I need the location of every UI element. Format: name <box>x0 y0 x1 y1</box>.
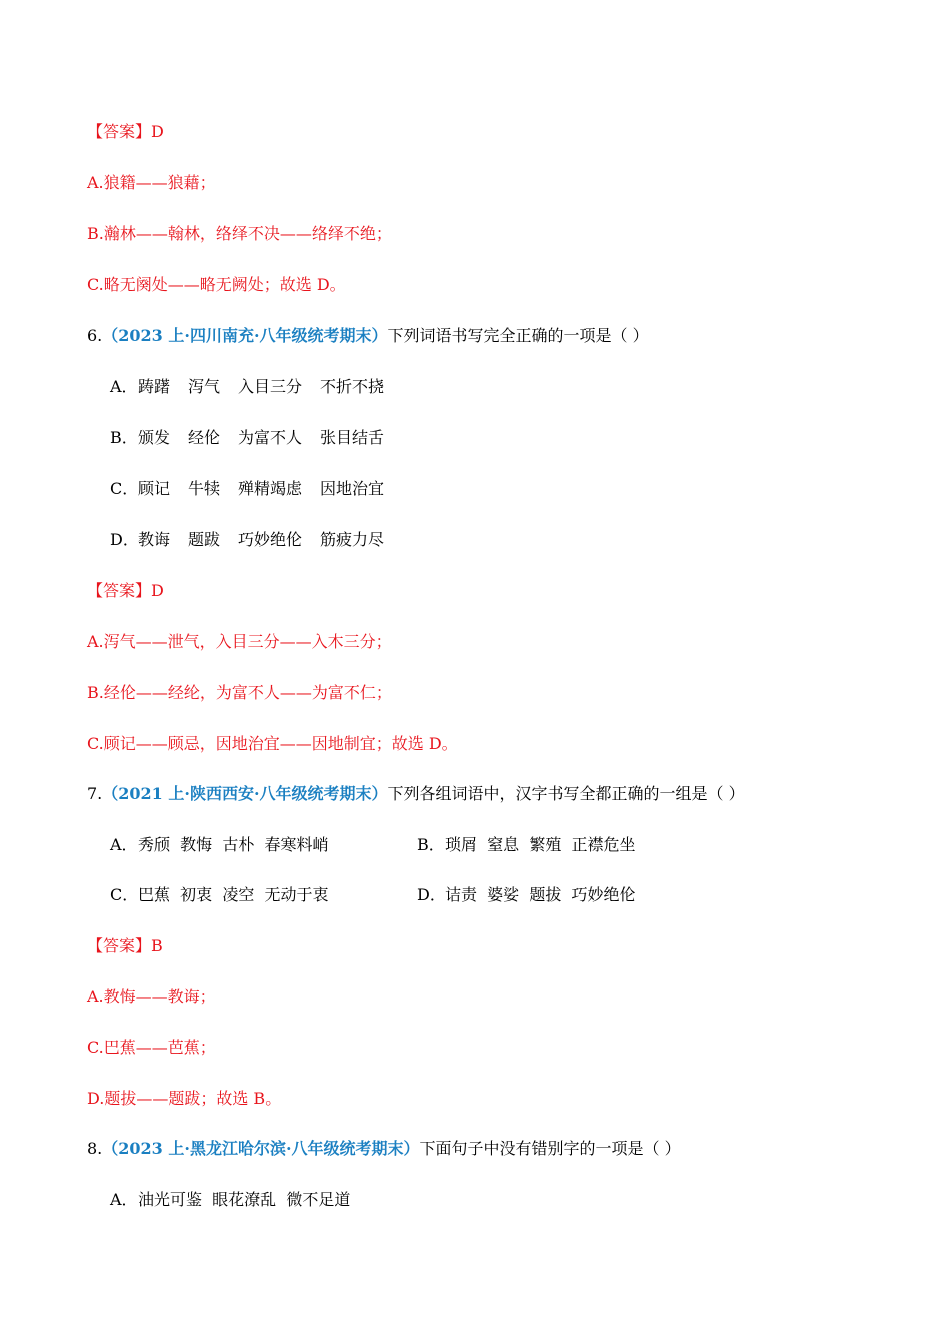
question-number: 8. <box>87 1139 103 1158</box>
answer-tag: 【答案】B <box>87 936 163 955</box>
option-a <box>110 834 329 856</box>
option-word: 筋疲力尽 <box>320 530 385 549</box>
answer-explanation: A.教悔——教诲； <box>87 987 216 1006</box>
option-word: 巧妙绝伦 <box>238 530 303 549</box>
question-source: （2023 上·黑龙江哈尔滨·八年级统考期末） <box>102 1139 420 1158</box>
option-word: 牛犊 <box>188 479 221 498</box>
answer-explanation: B.经伦——经纶，为富不人——为富不仁； <box>87 683 392 702</box>
option-text: 秀颀 教悔 古朴 春寒料峭 <box>138 835 329 854</box>
option-text: 诘责 婆娑 题拔 巧妙绝伦 <box>445 885 636 904</box>
option-word: 因地治宜 <box>320 479 385 498</box>
option-label: C． <box>110 885 139 904</box>
answer-explanation: C.巴蕉——芭蕉； <box>87 1038 216 1057</box>
option-word: 入目三分 <box>238 377 303 396</box>
option-word: 颁发 <box>138 428 171 447</box>
answer-explanation: D.题拔——题跋；故选 B。 <box>87 1089 282 1108</box>
question-stem: 下列词语书写完全正确的一项是（ ） <box>387 326 649 345</box>
option-label: A． <box>110 377 138 396</box>
option-label: D． <box>417 885 446 904</box>
option-label: D． <box>110 530 139 549</box>
option-label: C． <box>110 479 139 498</box>
option-b <box>110 427 384 449</box>
option-a <box>110 1189 350 1211</box>
option-d <box>417 884 636 906</box>
option-text: 琐屑 窒息 繁殖 正襟危坐 <box>445 835 636 854</box>
question-source: （2021 上·陕西西安·八年级统考期末） <box>102 784 388 803</box>
answer-tag: 【答案】D <box>87 122 164 141</box>
question-number: 6. <box>87 326 103 345</box>
option-word: 泻气 <box>188 377 221 396</box>
answer-explanation: C.略无阕处——略无阙处；故选 D。 <box>87 275 346 294</box>
question-stem: 下列各组词语中，汉字书写全都正确的一组是（ ） <box>387 784 745 803</box>
option-label: A． <box>110 1190 138 1209</box>
option-text: 油光可鉴 眼花潦乱 微不足道 <box>138 1190 351 1209</box>
question-stem: 下面句子中没有错别字的一项是（ ） <box>419 1139 681 1158</box>
option-c <box>110 884 329 906</box>
question-6 <box>87 325 649 347</box>
option-word: 踌躇 <box>138 377 171 396</box>
answer-explanation: A.狼籍——狼藉； <box>87 173 216 192</box>
option-label: B． <box>417 835 445 854</box>
option-text: 巴蕉 初衷 凌空 无动于衷 <box>138 885 329 904</box>
question-8 <box>87 1138 681 1160</box>
option-label: A． <box>110 835 138 854</box>
answer-tag: 【答案】D <box>87 581 164 600</box>
option-word: 题跋 <box>188 530 221 549</box>
answer-explanation: C.顾记——顾忌，因地治宜——因地制宜；故选 D。 <box>87 734 458 753</box>
answer-explanation: A.泻气——泄气，入目三分——入木三分； <box>87 632 392 651</box>
option-c <box>110 478 384 500</box>
option-word: 张目结舌 <box>320 428 385 447</box>
option-word: 教诲 <box>138 530 171 549</box>
option-word: 不折不挠 <box>320 377 385 396</box>
option-word: 经伦 <box>188 428 221 447</box>
option-word: 顾记 <box>138 479 171 498</box>
answer-explanation: B.瀚林——翰林，络绎不决——络绎不绝； <box>87 224 392 243</box>
option-d <box>110 529 384 551</box>
question-source: （2023 上·四川南充·八年级统考期末） <box>102 326 388 345</box>
question-number: 7. <box>87 784 103 803</box>
option-b <box>417 834 636 856</box>
option-word: 殚精竭虑 <box>238 479 303 498</box>
option-a <box>110 376 384 398</box>
question-7 <box>87 783 745 805</box>
option-word: 为富不人 <box>238 428 303 447</box>
option-label: B． <box>110 428 138 447</box>
